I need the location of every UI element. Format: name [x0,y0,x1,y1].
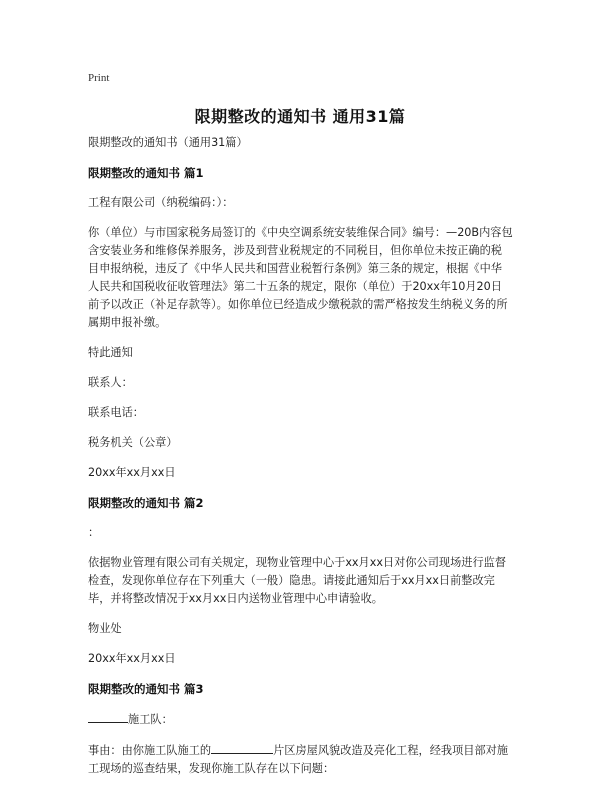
section-3-team-line [88,710,513,729]
fill-in-blank [211,741,273,754]
print-label[interactable]: Print [88,72,110,84]
section-1-notice: 特此通知 [88,346,133,359]
fill-in-blank [88,710,128,723]
section-1-date: 20xx年xx月xx日 [88,466,176,479]
section-heading-2: 限期整改的通知书 篇2 [88,496,204,510]
section-1-contact: 联系人： [88,376,133,389]
document-body [88,134,513,790]
section-2-date: 20xx年xx月xx日 [88,652,176,665]
section-1-phone: 联系电话： [88,406,144,419]
section-2-addressee: ： [88,526,100,539]
section-1-addressee: 工程有限公司（纳税编码：）： [88,196,234,209]
section-1-authority: 税务机关（公章） [88,436,178,449]
section-1-body: 你（单位）与市国家税务局签订的《中央空调系统安装维保合同》编号：—20B内容包含安装业务和维修保养服务，涉及到营业税规定的不同税目，但你单位未按正确的税目申报纳税，违反了《中华人民共和国营业税暂行条例》第三条的规定，根据《中华人民共和国税收征收管理法》第二十五条的规定，限你（单位）于20xx年10月20日前予以改正（补足存款等）。如你单位已经造成少缴税款的需严格按发生纳税义务的所属期申报补缴。 [88,226,513,329]
section-heading-1: 限期整改的通知书 篇1 [88,166,204,180]
section-2-office: 物业处 [88,622,122,635]
section-3-team: 施工队： [128,713,173,726]
section-3-body-suffix: 片区房屋风貌改造及亮化工程，经我项目部对施工现场的巡查结果，发现你施工队存在以下问题： [88,744,509,775]
intro-line: 限期整改的通知书（通用31篇） [88,136,248,149]
section-3-body-prefix: 事由：由你施工队施工的 [88,744,212,757]
section-heading-3: 限期整改的通知书 篇3 [88,682,204,696]
document-title: 限期整改的通知书 通用31篇 [194,107,406,126]
section-2-body: 依据物业管理有限公司有关规定，现物业管理中心于xx月xx日对你公司现场进行监督检查，发现你单位存在下列重大（一般）隐患。请接此通知后于xx月xx日前整改完毕，并将整改情况于xx月xx日内送物业管理中心申请验收。 [88,556,507,605]
section-3-body [88,741,513,778]
